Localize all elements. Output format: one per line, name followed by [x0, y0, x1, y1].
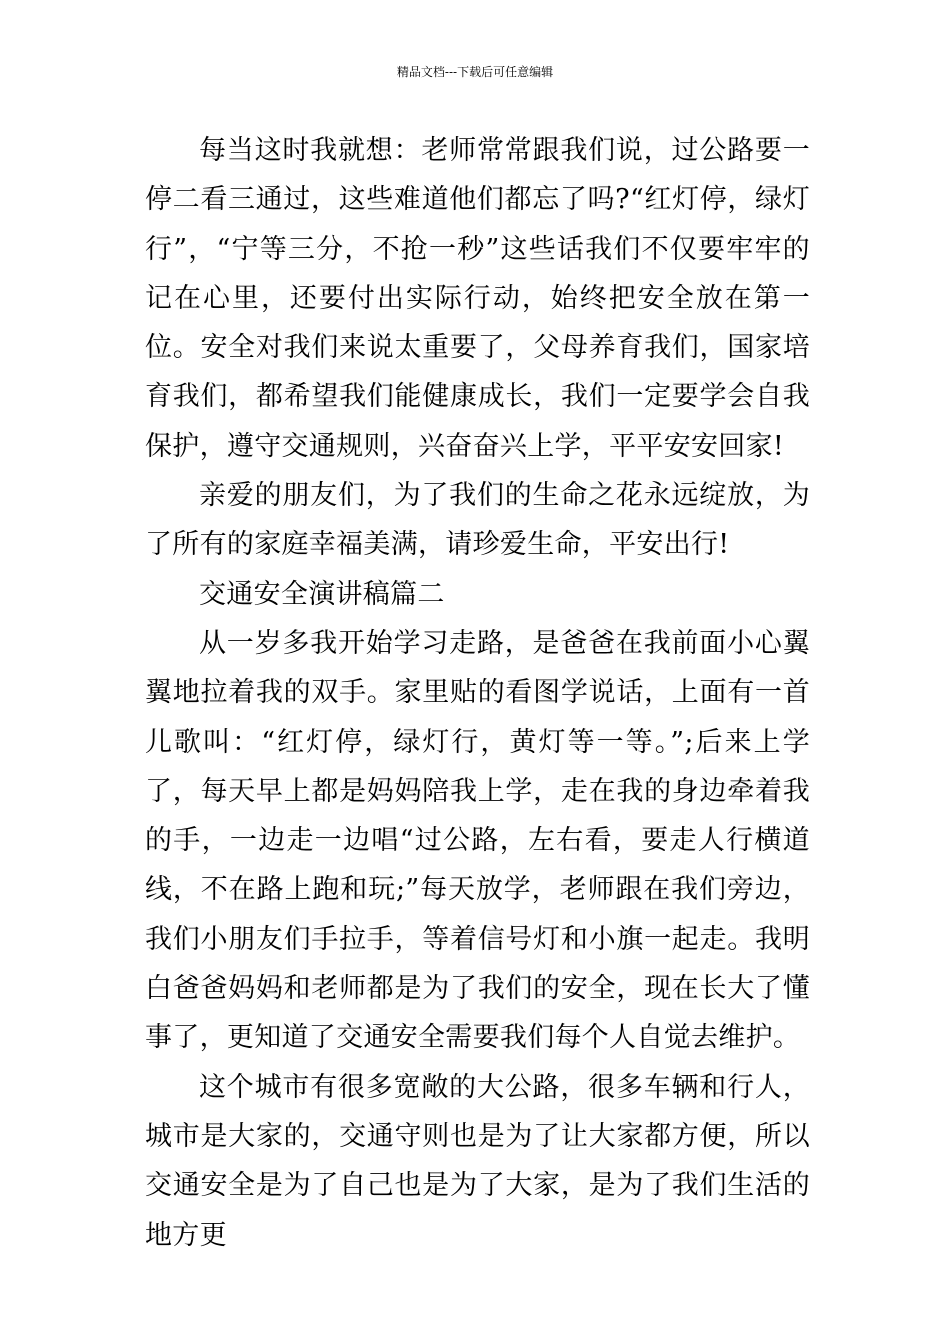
document-body — [145, 126, 810, 1260]
page-header: 精品文档---下载后可任意编辑 — [396, 65, 554, 79]
paragraph-1: 每当这时我就想：老师常常跟我们说，过公路要一停二看三通过，这些难道他们都忘了吗?“红灯停，绿灯行”，“宁等三分，不抢一秒”这些话我们不仅要牢牢的记在心里，还要付出实际行动，始终把安全放在第一位。安全对我们来说太重要了，父母养育我们，国家培育我们，都希望我们能健康成长，我们一定要学会自我保护，遵守交通规则，兴奋奋兴上学，平平安安回家! — [145, 135, 810, 462]
paragraph-3: 从一岁多我开始学习走路，是爸爸在我前面小心翼翼地拉着我的双手。家里贴的看图学说话，上面有一首儿歌叫：“红灯停，绿灯行，黄灯等一等。”;后来上学了，每天早上都是妈妈陪我上学，走在我的身边牵着我的手，一边走一边唱“过公路，左右看，要走人行横道线，不在路上跑和玩;”每天放学，老师跟在我们旁边，我们小朋友们手拉手，等着信号灯和小旗一起走。我明白爸爸妈妈和老师都是为了我们的安全，现在长大了懂事了，更知道了交通安全需要我们每个人自觉去维护。 — [145, 627, 810, 1054]
paragraph-2: 亲爱的朋友们，为了我们的生命之花永远绽放，为了所有的家庭幸福美满，请珍爱生命，平安出行! — [145, 480, 810, 561]
section-heading: 交通安全演讲稿篇二 — [199, 578, 445, 610]
paragraph-4: 这个城市有很多宽敞的大公路，很多车辆和行人，城市是大家的，交通守则也是为了让大家都方便，所以交通安全是为了自己也是为了大家，是为了我们生活的地方更 — [145, 1071, 810, 1251]
